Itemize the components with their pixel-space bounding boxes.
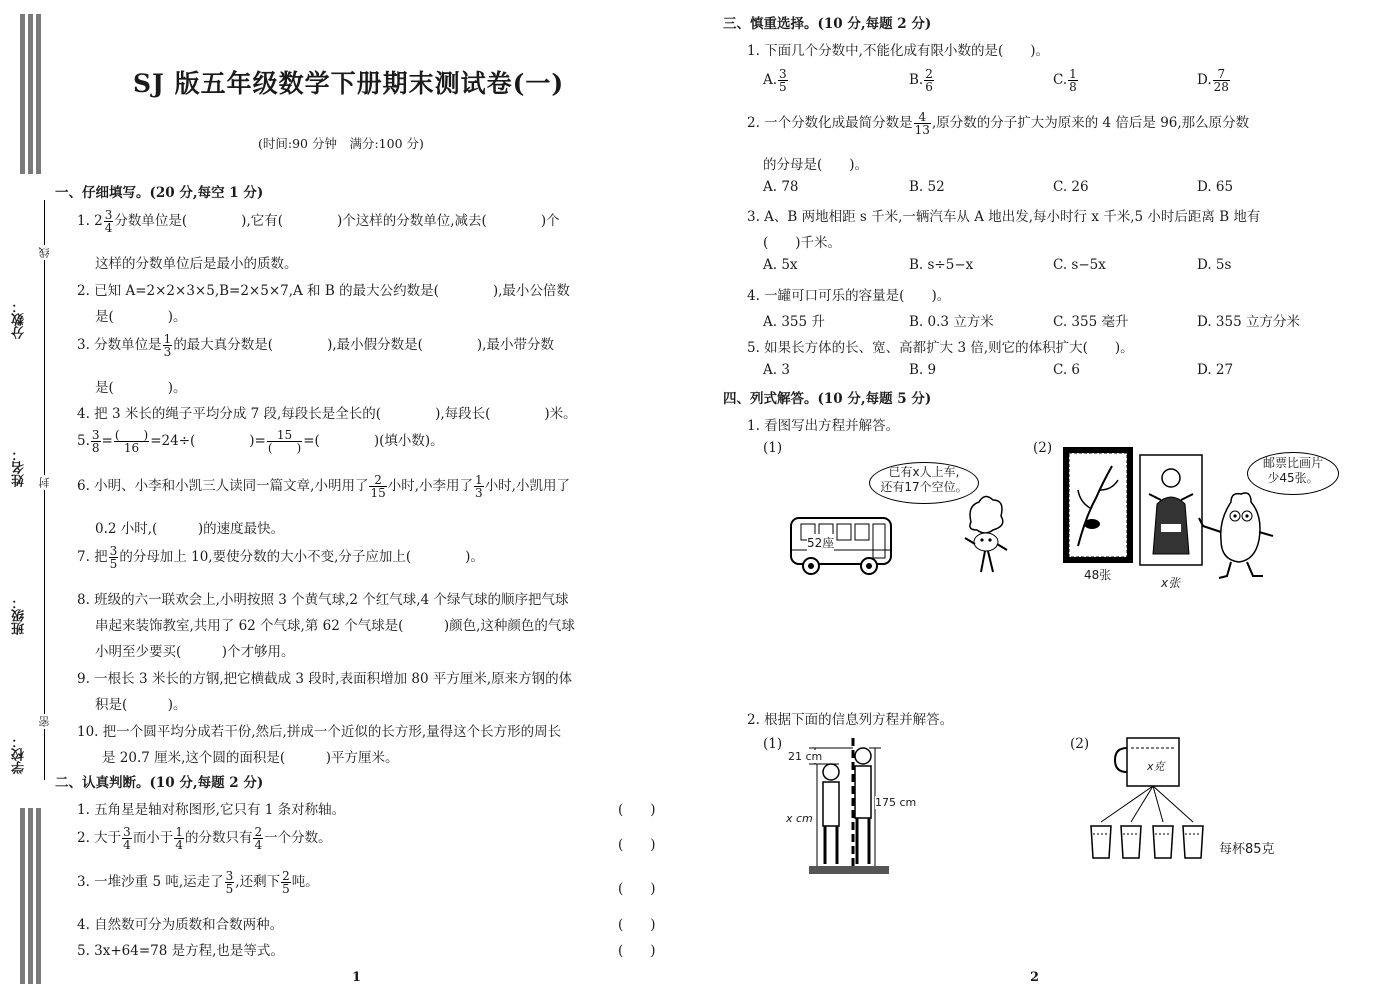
section-heading: 三、慎重选择。(10 分,每题 2 分) — [723, 16, 932, 32]
question-8: 8. 班级的六一联欢会上,小明按照 3 个黄气球,2 个红气球,4 个绿气球的顺序把气球 — [77, 592, 569, 608]
judge-paren: ( ) — [618, 917, 656, 933]
judge-3: 3. 一堆沙重 5 吨,运走了 $\frac{3}{5}$ ,还剩下 $\frac{2}{5}$ 吨。 — [77, 869, 319, 896]
name-label: 姓名： — [12, 448, 27, 487]
problem-2-part2: (2) — [1070, 736, 1090, 752]
score-label: 分数： — [12, 300, 27, 339]
choice-3-option-d: D. 5s — [1197, 257, 1232, 273]
binding-bar — [36, 808, 41, 984]
fraction: $\frac{3}{8}$ — [91, 428, 100, 455]
adult-height-label: 175 cm — [875, 796, 917, 809]
judge-paren: ( ) — [618, 943, 656, 959]
binding-word: 线 — [38, 247, 51, 258]
choice-2-option-b: B. 52 — [909, 179, 945, 195]
choice-1-option-b: B. $\frac{2}{6}$ — [909, 67, 933, 94]
question-6-line2: 0.2 小时,( )的速度最快。 — [95, 521, 285, 537]
fraction: $\frac{1}{3}$ — [475, 473, 483, 500]
question-5: 5. $\frac{3}{8}$ = $\frac{( )}{16}$ =24÷( )= $\frac{15}{( )}$ =( )(填小数)。 — [77, 428, 444, 455]
question-4: 4. 把 3 米长的绳子平均分成 7 段,每段长是全长的( ),每段长( )米。 — [77, 406, 577, 422]
choice-4: 4. 一罐可口可乐的容量是( )。 — [747, 288, 951, 304]
question-8-line3: 小明至少要买( )个才够用。 — [95, 644, 295, 660]
judge-paren: ( ) — [618, 837, 656, 853]
judge-5: 5. 3x+64=78 是方程,也是等式。 — [77, 943, 284, 959]
section-heading: 四、列式解答。(10 分,每题 5 分) — [723, 391, 932, 407]
bus-illustration — [787, 510, 897, 578]
fraction: $\frac{2}{15}$ — [370, 473, 386, 500]
judge-2: 2. 大于 $\frac{3}{4}$ 而小于 $\frac{1}{4}$ 的分数只有 $\frac{2}{4}$ 一个分数。 — [77, 825, 332, 852]
choice-3-option-a: A. 5x — [763, 257, 798, 273]
judge-paren: ( ) — [618, 802, 656, 818]
section-heading: 一、仔细填写。(20 分,每空 1 分) — [55, 185, 264, 201]
judge-1: 1. 五角星是轴对称图形,它只有 1 条对称轴。 — [77, 802, 346, 818]
question-8-line2: 串起来装饰教室,共用了 62 个气球,第 62 个气球是( )颜色,这种颜色的气球 — [95, 618, 575, 634]
stamp-count: 48张 — [1084, 568, 1112, 582]
choice-4-option-a: A. 355 升 — [763, 314, 825, 330]
choice-1: 1. 下面几个分数中,不能化成有限小数的是( )。 — [747, 43, 1049, 59]
pear-character — [1197, 486, 1281, 582]
question-9-line2: 积是( )。 — [95, 697, 187, 713]
question-10: 10. 把一个圆平均分成若干份,然后,拼成一个近似的长方形,量得这个长方形的周长 — [77, 724, 562, 740]
fraction: $\frac{2}{5}$ — [282, 869, 290, 896]
choice-5-option-d: D. 27 — [1197, 362, 1234, 378]
judge-4: 4. 自然数可分为质数和合数两种。 — [77, 917, 284, 933]
height-difference-label: 21 cm — [788, 750, 823, 763]
choice-1-option-d: D. $\frac{7}{28}$ — [1197, 67, 1229, 94]
choice-3: 3. A、B 两地相距 s 千米,一辆汽车从 A 地出发,每小时行 x 千米,5 小时后距离 B 地有 — [747, 209, 1261, 225]
fraction: $\frac{( )}{16}$ — [114, 428, 149, 455]
fraction: $\frac{3}{4}$ — [104, 208, 113, 235]
choice-2-option-c: C. 26 — [1053, 179, 1089, 195]
child-height-label: x cm — [786, 812, 813, 825]
problem-1: 1. 看图写出方程并解答。 — [747, 418, 900, 434]
fraction: $\frac{3}{5}$ — [109, 544, 118, 571]
choice-1-option-c: C. $\frac{1}{8}$ — [1053, 67, 1077, 94]
choice-2-option-d: D. 65 — [1197, 179, 1234, 195]
binding-bar — [28, 808, 33, 984]
binding-bar — [20, 808, 25, 984]
problem-1-part2: (2) — [1033, 440, 1053, 456]
jug-label: x克 — [1147, 760, 1165, 773]
exam-meta: (时间:90 分钟 满分:100 分) — [258, 136, 424, 151]
choice-3-option-b: B. s÷5−x — [909, 257, 974, 273]
choice-2: 2. 一个分数化成最简分数是 $\frac{4}{13}$ ,原分数的分子扩大为原来的 4 倍后是 96,那么原分数 — [747, 110, 1250, 137]
right-page — [697, 0, 1394, 999]
choice-4-option-c: C. 355 毫升 — [1053, 314, 1129, 330]
choice-2-line2: 的分母是( )。 — [763, 157, 869, 173]
fraction: $\frac{4}{13}$ — [914, 110, 930, 137]
question-1-line2: 这样的分数单位后是最小的质数。 — [95, 256, 298, 272]
choice-3-line2: ( )千米。 — [763, 235, 842, 251]
fraction: $\frac{1}{3}$ — [163, 332, 172, 359]
class-label: 班级： — [12, 596, 27, 635]
question-10-line2: 是 20.7 厘米,这个圆的面积是( )平方厘米。 — [102, 750, 399, 766]
question-2-line2: 是( )。 — [95, 309, 187, 325]
speech-bubble: 邮票比画片 少45张。 — [1247, 452, 1339, 495]
choice-5-option-c: C. 6 — [1053, 362, 1081, 378]
cabbage-character — [963, 492, 1009, 578]
choice-5: 5. 如果长方体的长、宽、高都扩大 3 倍,则它的体积扩大( )。 — [747, 340, 1134, 356]
binding-line — [44, 200, 45, 780]
page-number: 1 — [352, 970, 362, 985]
choice-5-option-b: B. 9 — [909, 362, 937, 378]
speech-bubble: 已有x人上车, 还有17个空位。 — [869, 462, 979, 504]
choice-5-option-a: A. 3 — [763, 362, 790, 378]
choice-4-option-b: B. 0.3 立方米 — [909, 314, 994, 330]
fraction: $\frac{1}{4}$ — [175, 825, 183, 852]
problem-2-part1: (1) — [763, 736, 783, 752]
section-heading: 二、认真判断。(10 分,每题 2 分) — [55, 775, 264, 791]
question-1: 1. 2 $\frac{3}{4}$ 分数单位是( ),它有( )个这样的分数单位,减去( )个 — [77, 208, 560, 235]
binding-bar — [36, 14, 41, 174]
question-6: 6. 小明、小李和小凯三人读同一篇文章,小明用了 $\frac{2}{15}$ 小时,小李用了 $\frac{1}{3}$ 小时,小凯用了 — [77, 473, 570, 500]
picture-card-illustration — [1139, 454, 1203, 566]
question-2: 2. 已知 A=2×2×3×5,B=2×5×7,A 和 B 的最大公约数是( ),最小公倍数 — [77, 283, 570, 299]
choice-1-option-a: A. $\frac{3}{5}$ — [763, 67, 787, 94]
choice-2-option-a: A. 78 — [763, 179, 799, 195]
problem-2: 2. 根据下面的信息列方程并解答。 — [747, 712, 954, 728]
fraction: $\frac{2}{4}$ — [254, 825, 263, 852]
question-9: 9. 一根长 3 米长的方钢,把它横截成 3 段时,表面积增加 80 平方厘米,原来方钢的体 — [77, 671, 573, 687]
fraction: $\frac{3}{5}$ — [225, 869, 234, 896]
page-number: 2 — [1030, 970, 1040, 985]
problem-1-part1: (1) — [763, 440, 783, 456]
stamp-illustration — [1062, 446, 1134, 564]
school-label: 学校： — [12, 735, 27, 774]
jug-and-cups — [1087, 734, 1217, 864]
question-3: 3. 分数单位是 $\frac{1}{3}$ 的最大真分数是( ),最小假分数是( ),最小带分数 — [77, 332, 554, 359]
choice-4-option-d: D. 355 立方分米 — [1197, 314, 1300, 330]
binding-bar — [28, 14, 33, 174]
question-3-line2: 是( )。 — [95, 380, 187, 396]
binding-bar — [20, 14, 25, 174]
bus-label: 52座 — [807, 536, 835, 550]
picture-card-count: x张 — [1161, 576, 1181, 590]
fraction: $\frac{3}{4}$ — [123, 825, 131, 852]
page-title: SJ 版五年级数学下册期末测试卷(一) — [133, 69, 565, 98]
fraction: $\frac{15}{( )}$ — [267, 428, 302, 455]
judge-paren: ( ) — [618, 881, 656, 897]
choice-3-option-c: C. s−5x — [1053, 257, 1106, 273]
question-7: 7. 把 $\frac{3}{5}$ 的分母加上 10,要使分数的大小不变,分子应加上( )。 — [77, 544, 484, 571]
cup-label: 每杯85克 — [1219, 842, 1275, 857]
binding-word: 密 — [38, 716, 51, 727]
binding-word: 封 — [38, 477, 51, 488]
